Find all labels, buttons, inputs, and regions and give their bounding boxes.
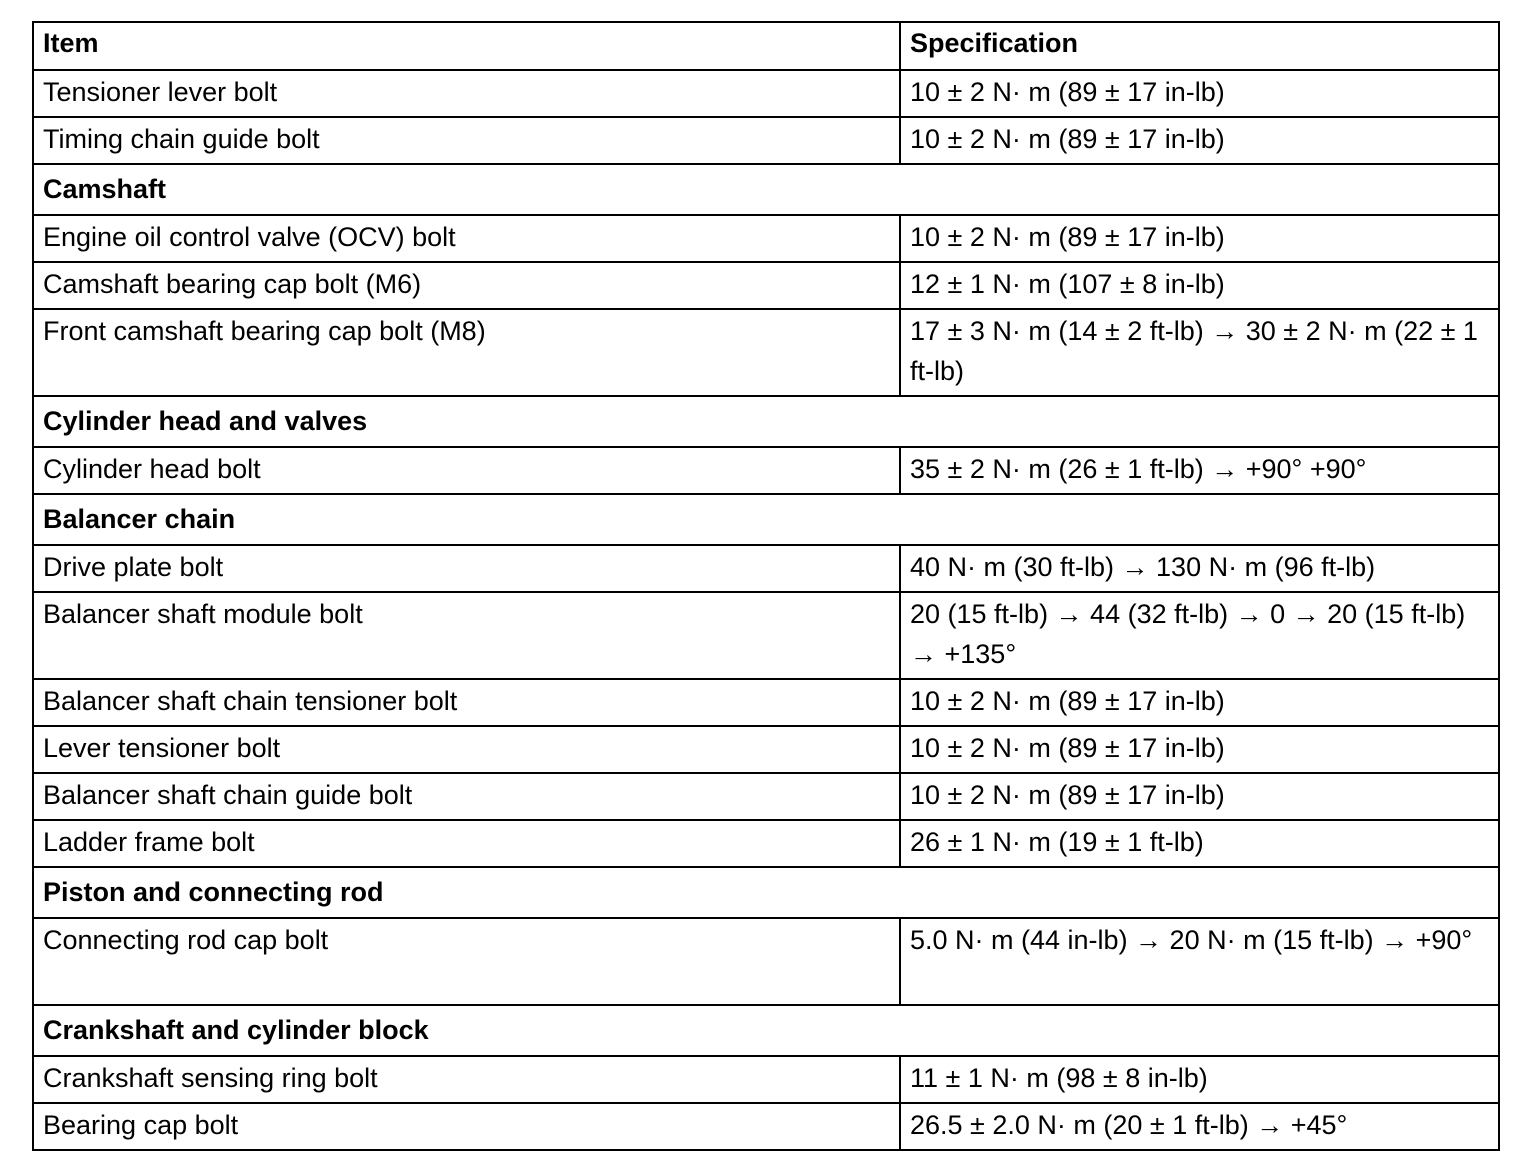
spec-cell: 5.0 N· m (44 in-lb) → 20 N· m (15 ft-lb) → +90° [900,918,1499,1005]
table-row [33,545,1499,592]
item-cell: Ladder frame bolt [33,820,900,867]
section-title: Piston and connecting rod [33,867,1499,918]
spec-cell: 10 ± 2 N· m (89 ± 17 in-lb) [900,117,1499,164]
section-row-piston [33,867,1499,918]
table-row [33,309,1499,396]
table-row [33,592,1499,679]
spec-cell: 26 ± 1 N· m (19 ± 1 ft-lb) [900,820,1499,867]
item-cell: Drive plate bolt [33,545,900,592]
spec-cell: 12 ± 1 N· m (107 ± 8 in-lb) [900,262,1499,309]
section-row-cylinder-head [33,396,1499,447]
spec-cell: 20 (15 ft-lb) → 44 (32 ft-lb) → 0 → 20 (15 ft-lb) → +135° [900,592,1499,679]
spec-cell: 11 ± 1 N· m (98 ± 8 in-lb) [900,1056,1499,1103]
table-row [33,262,1499,309]
item-cell: Bearing cap bolt [33,1103,900,1150]
item-cell: Balancer shaft chain guide bolt [33,773,900,820]
spec-cell: 10 ± 2 N· m (89 ± 17 in-lb) [900,773,1499,820]
section-title: Crankshaft and cylinder block [33,1005,1499,1056]
item-cell: Balancer shaft chain tensioner bolt [33,679,900,726]
column-header-specification: Specification [900,22,1499,70]
item-cell: Lever tensioner bolt [33,726,900,773]
table-row [33,70,1499,117]
item-cell: Balancer shaft module bolt [33,592,900,679]
section-row-crankshaft [33,1005,1499,1056]
table-row [33,1056,1499,1103]
item-cell: Crankshaft sensing ring bolt [33,1056,900,1103]
item-cell: Engine oil control valve (OCV) bolt [33,215,900,262]
table-row [33,726,1499,773]
table-row [33,215,1499,262]
table-header-row [33,22,1499,70]
item-cell: Tensioner lever bolt [33,70,900,117]
section-row-balancer-chain [33,494,1499,545]
section-title: Camshaft [33,164,1499,215]
section-title: Balancer chain [33,494,1499,545]
table-row [33,773,1499,820]
spec-cell: 10 ± 2 N· m (89 ± 17 in-lb) [900,726,1499,773]
table-row [33,679,1499,726]
table-row [33,117,1499,164]
spec-cell: 10 ± 2 N· m (89 ± 17 in-lb) [900,679,1499,726]
spec-cell: 10 ± 2 N· m (89 ± 17 in-lb) [900,215,1499,262]
spec-cell: 35 ± 2 N· m (26 ± 1 ft-lb) → +90° +90° [900,447,1499,494]
table-row [33,918,1499,1005]
item-cell: Front camshaft bearing cap bolt (M8) [33,309,900,396]
item-cell: Connecting rod cap bolt [33,918,900,1005]
spec-cell: 17 ± 3 N· m (14 ± 2 ft-lb) → 30 ± 2 N· m (22 ± 1 ft-lb) [900,309,1499,396]
spec-cell: 40 N· m (30 ft-lb) → 130 N· m (96 ft-lb) [900,545,1499,592]
table-row [33,1103,1499,1150]
section-title: Cylinder head and valves [33,396,1499,447]
table-row [33,820,1499,867]
item-cell: Camshaft bearing cap bolt (M6) [33,262,900,309]
table-row [33,447,1499,494]
torque-spec-table [32,21,1500,1151]
column-header-item: Item [33,22,900,70]
item-cell: Timing chain guide bolt [33,117,900,164]
item-cell: Cylinder head bolt [33,447,900,494]
section-row-camshaft [33,164,1499,215]
spec-cell: 10 ± 2 N· m (89 ± 17 in-lb) [900,70,1499,117]
spec-cell: 26.5 ± 2.0 N· m (20 ± 1 ft-lb) → +45° [900,1103,1499,1150]
